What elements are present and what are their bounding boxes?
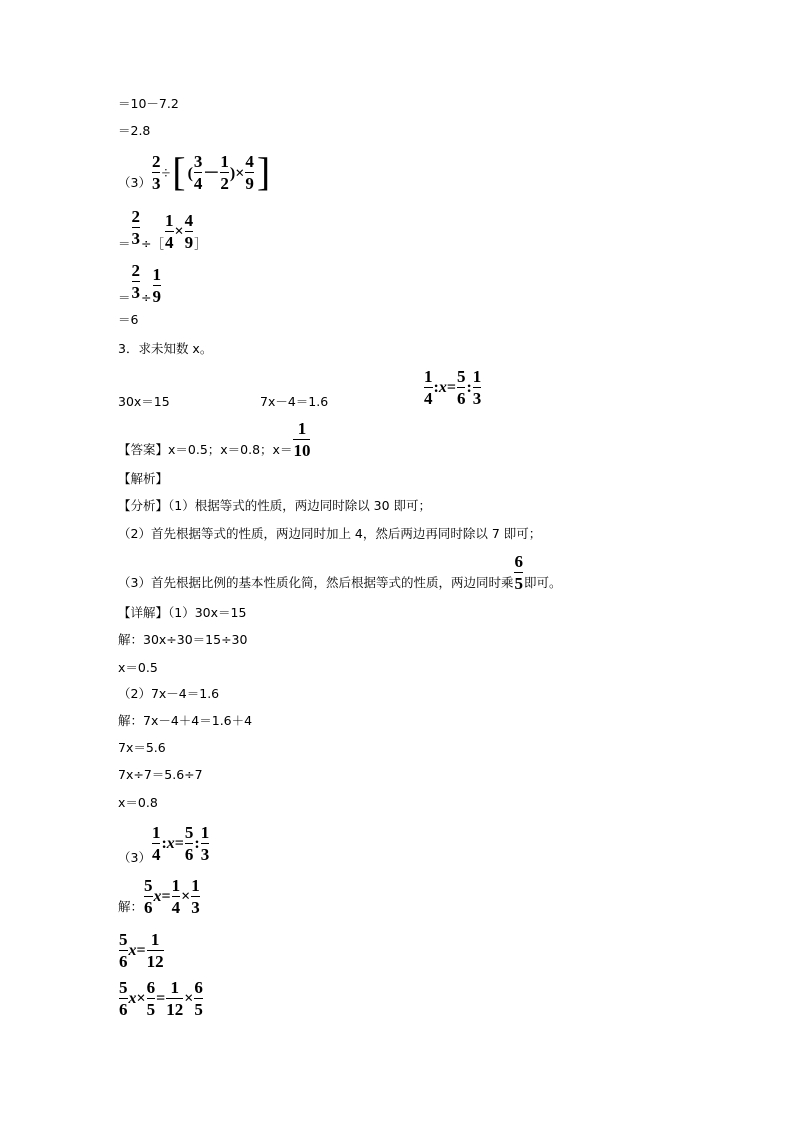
denominator: 10	[293, 441, 311, 460]
detail-equation	[118, 824, 210, 867]
numerator: 4	[245, 152, 254, 171]
detail-equation	[118, 979, 204, 1018]
fraction	[165, 212, 174, 251]
equation-1: 30x＝15	[118, 394, 170, 409]
numerator: 5	[119, 930, 128, 949]
left-paren: (	[187, 165, 193, 182]
fraction	[172, 877, 181, 916]
numerator: 1	[150, 930, 160, 949]
denominator: 3	[151, 174, 161, 193]
fraction-bar	[194, 998, 203, 999]
colon: :	[161, 834, 167, 852]
fraction-bar	[153, 285, 162, 286]
fraction	[514, 553, 523, 592]
detail-line: x＝0.5	[118, 660, 158, 675]
analysis-heading: 【解析】	[118, 471, 169, 486]
numerator: 5	[119, 978, 128, 997]
fraction-bar	[424, 387, 433, 388]
fraction-bar	[201, 843, 210, 844]
denominator: 3	[131, 229, 141, 248]
fraction	[185, 824, 194, 863]
fraction	[166, 979, 183, 1018]
colon: :	[194, 834, 200, 852]
problem-3-expression	[118, 149, 272, 194]
numerator: 1	[472, 367, 482, 386]
denominator: 6	[456, 389, 466, 408]
fraction	[132, 262, 141, 301]
right-bracket: ］	[194, 236, 207, 251]
right-bracket: ]	[256, 149, 271, 194]
numerator: 6	[514, 552, 523, 571]
denominator: 9	[184, 233, 194, 252]
denominator: 3	[191, 898, 200, 917]
fraction	[152, 153, 161, 192]
numerator: 5	[184, 823, 194, 842]
variable-x: x	[153, 887, 162, 905]
denominator: 5	[514, 574, 523, 593]
numerator: 1	[297, 419, 307, 438]
calc-line: ＝2.8	[118, 123, 151, 138]
times-sign: ×	[181, 887, 191, 905]
fraction	[201, 824, 210, 863]
fraction	[245, 153, 254, 192]
fraction	[194, 979, 203, 1018]
numerator: 6	[146, 978, 156, 997]
analysis-text: 即可。	[523, 575, 562, 590]
fraction-bar	[172, 896, 181, 897]
numerator: 2	[131, 207, 141, 226]
times-sign: ×	[235, 165, 245, 182]
denominator: 4	[193, 174, 203, 193]
fraction	[293, 420, 310, 459]
detail-line: 解：7x－4＋4＝1.6＋4	[118, 713, 253, 728]
fraction-bar	[152, 172, 161, 173]
denominator: 3	[131, 283, 141, 302]
fraction	[191, 877, 200, 916]
denominator: 5	[194, 1000, 203, 1019]
denominator: 12	[166, 1000, 184, 1019]
analysis-line	[118, 553, 561, 592]
denominator: 12	[146, 952, 164, 971]
variable-x: x	[128, 989, 137, 1007]
colon: :	[433, 378, 439, 396]
right-paren: )	[229, 165, 236, 182]
detail-line: 【详解】（1）30x＝15	[118, 605, 247, 620]
denominator: 9	[152, 287, 161, 306]
denominator: 6	[144, 898, 153, 917]
analysis-line: 【分析】（1）根据等式的性质，两边同时除以 30 即可；	[118, 498, 432, 513]
fraction-bar	[132, 281, 141, 282]
numerator: 1	[191, 876, 200, 895]
item-label: （3）	[118, 850, 151, 865]
numerator: 1	[151, 823, 161, 842]
answer-line	[118, 420, 311, 459]
fraction-bar	[147, 998, 156, 999]
detail-equation	[118, 877, 201, 916]
variable-x: x	[166, 834, 175, 852]
denominator: 2	[220, 174, 229, 193]
denominator: 6	[119, 1000, 128, 1019]
fraction	[132, 208, 141, 247]
denominator: 3	[200, 845, 210, 864]
equation-3	[423, 368, 482, 407]
numerator: 2	[151, 152, 161, 171]
denominator: 5	[146, 1000, 156, 1019]
numerator: 1	[424, 367, 433, 386]
times-sign: ×	[136, 989, 146, 1007]
fraction	[119, 979, 128, 1018]
numerator: 1	[200, 823, 210, 842]
detail-line: 解：30x÷30＝15÷30	[118, 632, 248, 647]
denominator: 3	[472, 389, 482, 408]
denominator: 4	[171, 898, 181, 917]
left-bracket: [	[172, 149, 186, 194]
fraction	[153, 266, 162, 305]
fraction-bar	[144, 896, 153, 897]
numerator: 1	[152, 265, 161, 284]
fraction	[220, 153, 229, 192]
analysis-line: （2）首先根据等式的性质，两边同时加上 4，然后两边再同时除以 7 即可；	[118, 526, 542, 541]
equals: =	[174, 834, 184, 852]
fraction-bar	[147, 950, 164, 951]
fraction-bar	[119, 950, 128, 951]
detail-equation	[118, 931, 165, 970]
equals: ＝	[118, 290, 131, 305]
equals: =	[446, 378, 456, 396]
fraction-bar	[119, 998, 128, 999]
calc-line: ＝10－7.2	[118, 96, 179, 111]
denominator: 4	[165, 233, 174, 252]
detail-line: x＝0.8	[118, 795, 158, 810]
numerator: 5	[456, 367, 466, 386]
detail-line: 7x÷7＝5.6÷7	[118, 767, 203, 782]
denominator: 4	[151, 845, 161, 864]
fraction	[147, 979, 156, 1018]
answer-label: 【答案】x＝0.5；x＝0.8；x＝	[118, 442, 293, 457]
fraction-bar	[473, 387, 482, 388]
fraction-bar	[457, 387, 466, 388]
fraction-bar	[152, 843, 161, 844]
fraction	[473, 368, 482, 407]
colon: :	[466, 378, 472, 396]
calc-line: ＝6	[118, 312, 139, 327]
denominator: 4	[424, 389, 433, 408]
numerator: 2	[131, 261, 141, 280]
fraction	[457, 368, 466, 407]
times-sign: ×	[184, 989, 194, 1007]
solution-label: 解：	[118, 899, 144, 914]
divide-bracket: ÷［	[141, 236, 164, 251]
times-sign: ×	[174, 222, 184, 240]
fraction	[185, 212, 194, 251]
fraction	[144, 877, 153, 916]
fraction-bar	[245, 172, 254, 173]
divide-sign: ÷	[141, 290, 152, 305]
equals: =	[161, 887, 171, 905]
fraction-bar	[185, 231, 194, 232]
numerator: 1	[165, 211, 174, 230]
equals: =	[156, 989, 166, 1007]
numerator: 1	[220, 152, 229, 171]
variable-x: x	[438, 378, 447, 396]
variable-x: x	[128, 941, 137, 959]
fraction	[424, 368, 433, 407]
fraction	[152, 824, 161, 863]
analysis-text: （3）首先根据比例的基本性质化简，然后根据等式的性质，两边同时乘	[118, 575, 514, 590]
detail-line: 7x＝5.6	[118, 740, 166, 755]
minus-sign: －	[203, 165, 220, 182]
denominator: 9	[245, 174, 254, 193]
denominator: 6	[119, 952, 128, 971]
fraction-bar	[514, 572, 523, 573]
fraction-bar	[191, 896, 200, 897]
divide-sign: ÷	[161, 165, 171, 182]
fraction-bar	[165, 231, 174, 232]
calc-line	[118, 208, 207, 253]
fraction-bar	[194, 172, 203, 173]
numerator: 1	[170, 978, 179, 997]
fraction	[194, 153, 203, 192]
denominator: 6	[184, 845, 194, 864]
item-label: （3）	[118, 175, 151, 190]
numerator: 3	[193, 152, 203, 171]
equals: =	[136, 941, 146, 959]
fraction-bar	[166, 998, 183, 999]
calc-line	[118, 262, 162, 307]
equation-2: 7x－4＝1.6	[260, 394, 329, 409]
fraction	[147, 931, 164, 970]
fraction-bar	[293, 439, 310, 440]
fraction-bar	[185, 843, 194, 844]
numerator: 4	[184, 211, 194, 230]
equals: ＝	[118, 236, 131, 251]
numerator: 5	[144, 876, 153, 895]
detail-line: （2）7x－4＝1.6	[118, 686, 220, 701]
fraction-bar	[220, 172, 229, 173]
fraction-bar	[132, 227, 141, 228]
numerator: 1	[171, 876, 181, 895]
question-title: 3．求未知数 x。	[118, 341, 213, 356]
fraction	[119, 931, 128, 970]
numerator: 6	[194, 978, 203, 997]
